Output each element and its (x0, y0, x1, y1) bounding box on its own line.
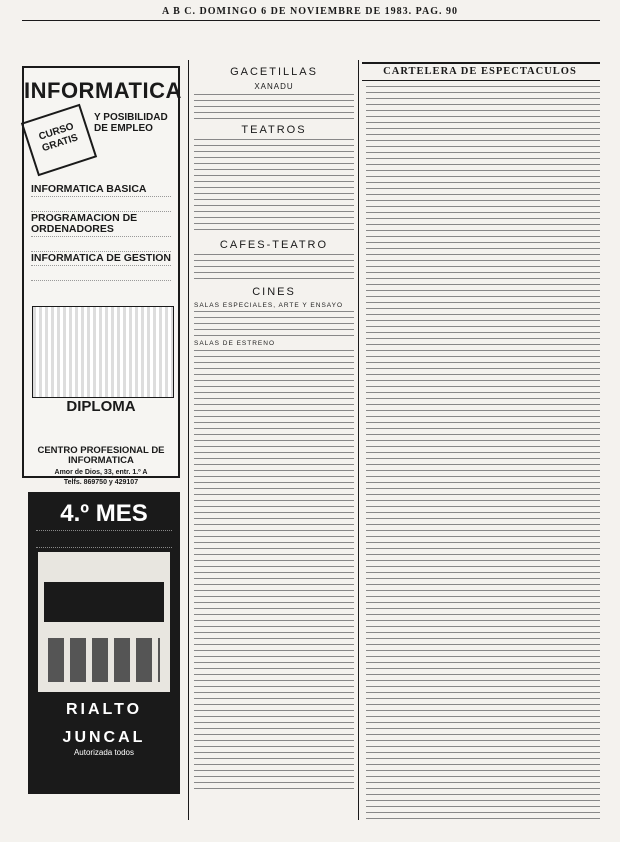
cartelera-heading: CARTELERA DE ESPECTACULOS (383, 66, 577, 77)
cartelera-listing (366, 86, 600, 824)
salas-estreno-heading: SALAS DE ESTRENO (194, 340, 276, 348)
month-banner: 4.º MES (60, 500, 148, 527)
movie-logo (44, 582, 164, 622)
section-programacion-text (31, 236, 171, 252)
cines-heading: CINES (252, 286, 296, 298)
section-gestion: INFORMATICA DE GESTION (31, 252, 171, 264)
column-divider-left (188, 60, 189, 820)
section-gestion-text (31, 265, 171, 281)
section-programacion: PROGRAMACION DE ORDENADORES (31, 212, 138, 235)
ad-tagline (36, 530, 172, 548)
centro-name: CENTRO PROFESIONAL DE INFORMATICA (37, 445, 165, 466)
cartelera-top-rule (362, 62, 600, 64)
cast-photos (48, 638, 160, 682)
salas-especiales-heading: SALAS ESPECIALES, ARTE Y ENSAYO (194, 302, 344, 309)
gacetillas-heading: GACETILLAS (230, 66, 318, 78)
salas-estreno-listing (194, 350, 354, 790)
right-column (366, 86, 600, 824)
column-divider-right (358, 60, 359, 820)
gacetilla-text (194, 94, 354, 120)
informatica-ad (22, 66, 182, 486)
teatros-listing (194, 139, 354, 235)
centro-address: Amor de Dios, 33, entr. 1.º A (54, 469, 148, 476)
centro-phone: Telfs. 869750 y 429107 (63, 479, 139, 486)
computer-room-illustration (32, 306, 174, 398)
ad-headline: Y POSIBILIDAD DE EMPLEO (94, 112, 168, 134)
salas-especiales-listing (194, 311, 354, 337)
teatros-heading: TEATROS (241, 124, 307, 136)
section-basica: INFORMATICA BASICA (31, 183, 147, 195)
section-basica-text (31, 196, 171, 212)
center-column (194, 62, 354, 822)
page-header: A B C. DOMINGO 6 DE NOVIEMBRE DE 1983. PAG. 90 (161, 6, 459, 17)
cartelera-bottom-rule (362, 80, 600, 81)
curso-gratis-badge: CURSO GRATIS (21, 104, 97, 176)
cinema-juncal: JUNCAL (62, 729, 146, 746)
cafes-listing (194, 254, 354, 282)
ad-title: INFORMATICA (24, 78, 182, 103)
movie-ad (28, 492, 180, 794)
cinema-rialto: RIALTO (65, 701, 143, 718)
diploma-label: DIPLOMA (66, 398, 136, 415)
movie-poster (38, 552, 170, 692)
xanadu-heading: XANADU (254, 82, 294, 91)
cafes-teatro-heading: CAFES-TEATRO (219, 239, 329, 251)
header-rule (22, 20, 600, 21)
rating-label: Autorizada todos (73, 748, 135, 757)
centro-block (24, 446, 178, 488)
